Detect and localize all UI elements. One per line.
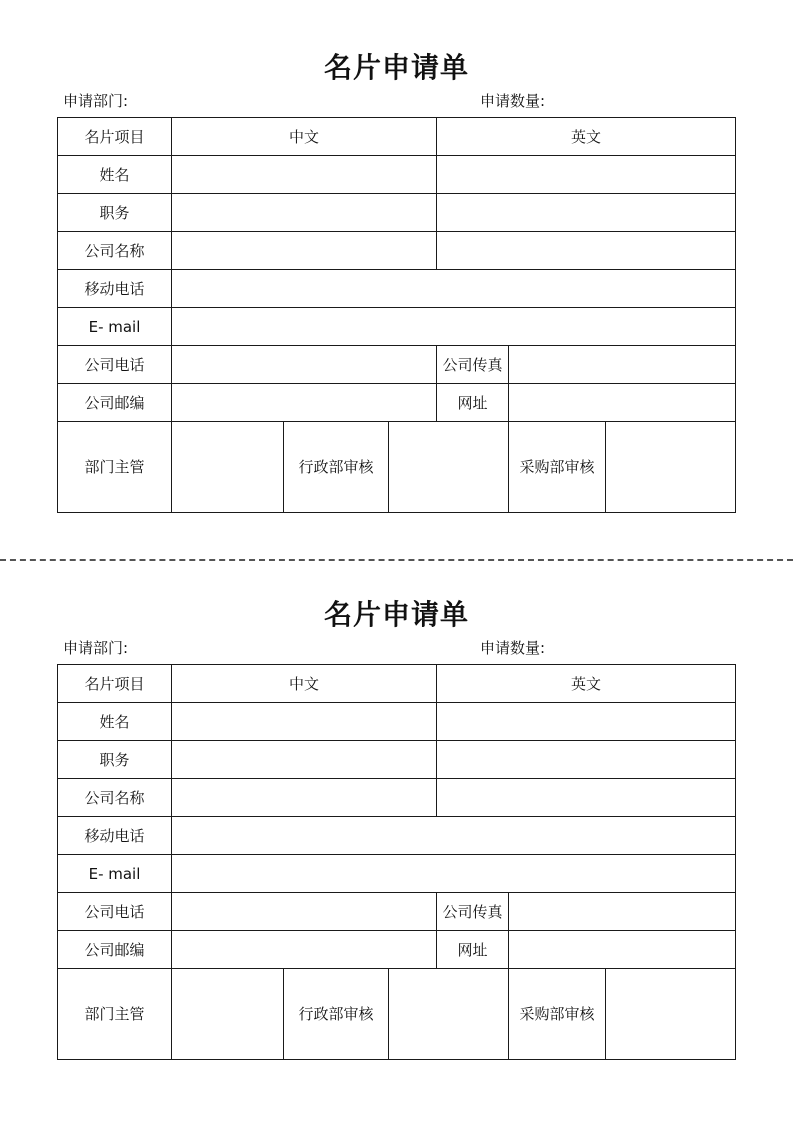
name-label: 姓名 <box>58 156 172 194</box>
qty-label: 申请数量: <box>480 639 546 657</box>
company-name-row <box>58 232 736 270</box>
admin-review-label: 行政部审核 <box>284 969 389 1060</box>
business-card-form-1 <box>0 0 793 520</box>
position-english-field[interactable] <box>437 194 736 232</box>
dept-supervisor-sign-field[interactable] <box>172 969 284 1060</box>
zip-website-row <box>58 931 736 969</box>
header-chinese-cell: 中文 <box>172 665 437 703</box>
business-card-form-2 <box>0 547 793 1067</box>
dept-supervisor-label: 部门主管 <box>58 969 172 1060</box>
zip-website-row <box>58 384 736 422</box>
website-label: 网址 <box>437 384 509 422</box>
approval-row <box>58 969 736 1060</box>
company-fax-label: 公司传真 <box>437 346 509 384</box>
header-item-cell: 名片项目 <box>58 665 172 703</box>
dept-label: 申请部门: <box>63 92 129 110</box>
name-chinese-field[interactable] <box>172 703 437 741</box>
company-name-row <box>58 779 736 817</box>
position-row <box>58 194 736 232</box>
email-row <box>58 855 736 893</box>
company-fax-label: 公司传真 <box>437 893 509 931</box>
position-row <box>58 741 736 779</box>
qty-label: 申请数量: <box>480 92 546 110</box>
purchase-review-sign-field[interactable] <box>606 422 736 513</box>
approval-row <box>58 422 736 513</box>
email-label: E- mail <box>58 308 172 346</box>
header-row <box>58 118 736 156</box>
company-phone-label: 公司电话 <box>58 346 172 384</box>
dept-supervisor-sign-field[interactable] <box>172 422 284 513</box>
company-zip-label: 公司邮编 <box>58 384 172 422</box>
company-name-label: 公司名称 <box>58 779 172 817</box>
purchase-review-label: 采购部审核 <box>509 422 606 513</box>
name-english-field[interactable] <box>437 703 736 741</box>
company-zip-field[interactable] <box>172 384 437 422</box>
purchase-review-sign-field[interactable] <box>606 969 736 1060</box>
email-field[interactable] <box>172 308 736 346</box>
mobile-label: 移动电话 <box>58 270 172 308</box>
header-english-cell: 英文 <box>437 118 736 156</box>
mobile-field[interactable] <box>172 270 736 308</box>
company-name-chinese-field[interactable] <box>172 779 437 817</box>
application-table <box>57 664 736 1060</box>
company-name-label: 公司名称 <box>58 232 172 270</box>
name-row <box>58 156 736 194</box>
mobile-row <box>58 270 736 308</box>
mobile-label: 移动电话 <box>58 817 172 855</box>
name-label: 姓名 <box>58 703 172 741</box>
header-item-cell: 名片项目 <box>58 118 172 156</box>
name-row <box>58 703 736 741</box>
admin-review-sign-field[interactable] <box>389 969 509 1060</box>
company-fax-field[interactable] <box>509 346 736 384</box>
form-title: 名片申请单 <box>323 598 469 631</box>
position-english-field[interactable] <box>437 741 736 779</box>
position-label: 职务 <box>58 741 172 779</box>
mobile-row <box>58 817 736 855</box>
header-english-cell: 英文 <box>437 665 736 703</box>
header-row <box>58 665 736 703</box>
position-label: 职务 <box>58 194 172 232</box>
dept-supervisor-label: 部门主管 <box>58 422 172 513</box>
website-field[interactable] <box>509 384 736 422</box>
application-table <box>57 117 736 513</box>
company-name-english-field[interactable] <box>437 779 736 817</box>
admin-review-label: 行政部审核 <box>284 422 389 513</box>
purchase-review-label: 采购部审核 <box>509 969 606 1060</box>
company-phone-field[interactable] <box>172 346 437 384</box>
form-title: 名片申请单 <box>323 51 469 84</box>
position-chinese-field[interactable] <box>172 194 437 232</box>
email-field[interactable] <box>172 855 736 893</box>
admin-review-sign-field[interactable] <box>389 422 509 513</box>
header-chinese-cell: 中文 <box>172 118 437 156</box>
name-chinese-field[interactable] <box>172 156 437 194</box>
email-label: E- mail <box>58 855 172 893</box>
company-zip-label: 公司邮编 <box>58 931 172 969</box>
website-label: 网址 <box>437 931 509 969</box>
company-phone-label: 公司电话 <box>58 893 172 931</box>
position-chinese-field[interactable] <box>172 741 437 779</box>
mobile-field[interactable] <box>172 817 736 855</box>
company-name-chinese-field[interactable] <box>172 232 437 270</box>
name-english-field[interactable] <box>437 156 736 194</box>
website-field[interactable] <box>509 931 736 969</box>
phone-fax-row <box>58 893 736 931</box>
company-zip-field[interactable] <box>172 931 437 969</box>
dept-label: 申请部门: <box>63 639 129 657</box>
company-fax-field[interactable] <box>509 893 736 931</box>
phone-fax-row <box>58 346 736 384</box>
company-name-english-field[interactable] <box>437 232 736 270</box>
company-phone-field[interactable] <box>172 893 437 931</box>
email-row <box>58 308 736 346</box>
